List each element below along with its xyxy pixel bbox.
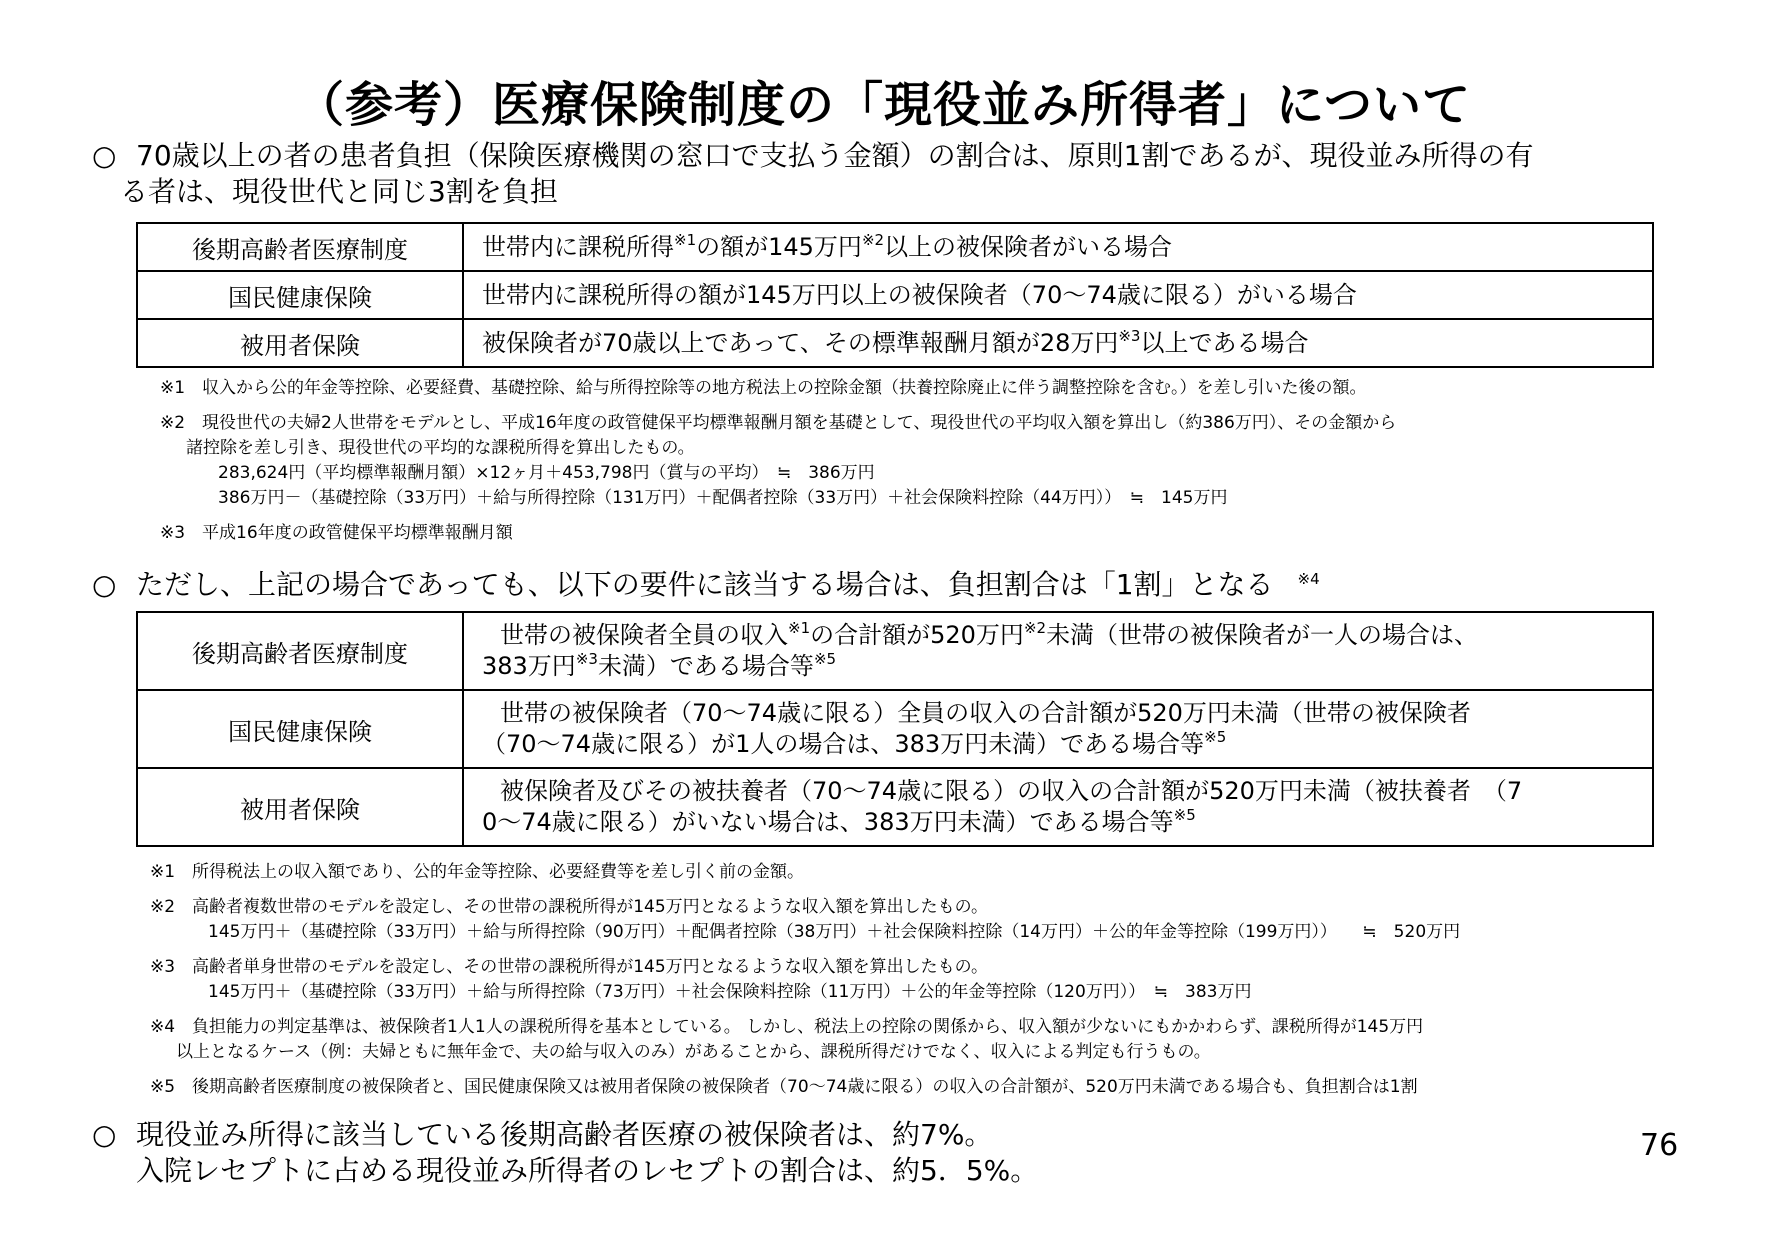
page-number: 76 xyxy=(1640,1128,1679,1163)
footnote: 諸控除を差し引き、現役世代の平均的な課税所得を算出したもの。 xyxy=(186,438,695,458)
footnote: ※5 後期高齢者医療制度の被保険者と、国民健康保険又は被用者保険の被保険者（70～74歳に限る）の収入の合計額が、520万円未満である場合も、負担割合は1割 xyxy=(150,1077,1418,1097)
footnote: ※2 現役世代の夫婦2人世帯をモデルとし、平成16年度の政管健保平均標準報酬月額を基礎として、現役世代の平均収入額を算出し（約386万円）、その金額から xyxy=(160,413,1397,433)
bullet-1-line-1: 70歳以上の者の患者負担（保険医療機関の窓口で支払う金額）の割合は、原則1割であるが、現役並み所得の有 xyxy=(136,139,1534,172)
bullet-mark: ○ xyxy=(92,139,117,172)
bullet-2-footnote-ref: ※4 xyxy=(1297,570,1320,588)
row-label: 後期高齢者医療制度 xyxy=(137,612,463,690)
high-income-criteria-table xyxy=(136,222,1654,368)
bullet-mark: ○ xyxy=(92,1118,117,1151)
table-1-footnotes xyxy=(160,376,1396,546)
footnote: 283,624円（平均標準報酬月額）×12ヶ月＋453,798円（賞与の平均） ≒ 386万円 xyxy=(218,463,875,483)
table-row xyxy=(137,223,1653,271)
row-description: 被保険者及びその被扶養者（70～74歳に限る）の収入の合計額が520万円未満（被扶養者 （7 0～74歳に限る）がいない場合は、383万円未満）である場合等$^{※5}$ xyxy=(463,768,1653,846)
table-row xyxy=(137,612,1653,690)
table-row xyxy=(137,768,1653,846)
page-title: （参考）医療保険制度の「現役並み所得者」について xyxy=(295,77,1472,133)
bullet-3 xyxy=(92,1117,1038,1189)
bullet-mark: ○ xyxy=(92,568,117,601)
row-label: 国民健康保険 xyxy=(137,271,463,319)
footnote: ※2 高齢者複数世帯のモデルを設定し、その世帯の課税所得が145万円となるような収入額を算出したもの。 xyxy=(150,897,988,917)
table-row xyxy=(137,690,1653,768)
bullet-2 xyxy=(92,567,1320,603)
bullet-1-line-2: る者は、現役世代と同じ3割を負担 xyxy=(120,175,558,208)
row-description: 世帯の被保険者（70～74歳に限る）全員の収入の合計額が520万円未満（世帯の被保険者 （70～74歳に限る）が1人の場合は、383万円未満）である場合等$^{※5}$ xyxy=(463,690,1653,768)
row-label: 国民健康保険 xyxy=(137,690,463,768)
footnote: 145万円＋（基礎控除（33万円）＋給与所得控除（73万円）＋社会保険料控除（11万円）＋公的年金等控除（120万円）） ≒ 383万円 xyxy=(208,982,1252,1002)
row-label: 後期高齢者医療制度 xyxy=(137,223,463,271)
footnote: ※1 収入から公的年金等控除、必要経費、基礎控除、給与所得控除等の地方税法上の控除金額（扶養控除廃止に伴う調整控除を含む。）を差し引いた後の額。 xyxy=(160,378,1367,398)
footnote: ※1 所得税法上の収入額であり、公的年金等控除、必要経費等を差し引く前の金額。 xyxy=(150,862,805,882)
footnote: 以上となるケース（例：夫婦ともに無年金で、夫の給与収入のみ）があることから、課税所得だけでなく、収入による判定も行うもの。 xyxy=(176,1042,1211,1062)
footnote: ※3 高齢者単身世帯のモデルを設定し、その世帯の課税所得が145万円となるような収入額を算出したもの。 xyxy=(150,957,988,977)
row-description: 世帯の被保険者全員の収入$^{※1}$の合計額が520万円$^{※2}$未満（世帯の被保険者が一人の場合は、 383万円$^{※3}$未満）である場合等$^{※5}$ xyxy=(463,612,1653,690)
bullet-3-line-2: 入院レセプトに占める現役並み所得者のレセプトの割合は、約5．5%。 xyxy=(136,1154,1039,1187)
table-row xyxy=(137,271,1653,319)
footnote: ※3 平成16年度の政管健保平均標準報酬月額 xyxy=(160,523,513,543)
row-description: 被保険者が70歳以上であって、その標準報酬月額が28万円$^{※3}$以上である場合 xyxy=(463,319,1653,367)
exception-criteria-table xyxy=(136,611,1654,847)
table-2-footnotes xyxy=(150,860,1460,1100)
row-description: 世帯内に課税所得$^{※1}$の額が145万円$^{※2}$以上の被保険者がいる場合 xyxy=(463,223,1653,271)
footnote: 386万円－（基礎控除（33万円）＋給与所得控除（131万円）＋配偶者控除（33万円）＋社会保険料控除（44万円）） ≒ 145万円 xyxy=(218,488,1228,508)
row-label: 被用者保険 xyxy=(137,768,463,846)
footnote: ※4 負担能力の判定基準は、被保険者1人1人の課税所得を基本としている。 しかし、税法上の控除の関係から、収入額が少ないにもかかわらず、課税所得が145万円 xyxy=(150,1017,1424,1037)
footnote: 145万円＋（基礎控除（33万円）＋給与所得控除（90万円）＋配偶者控除（38万円）＋社会保険料控除（14万円）＋公的年金等控除（199万円）） ≒ 520万円 xyxy=(208,922,1461,942)
table-row xyxy=(137,319,1653,367)
row-label: 被用者保険 xyxy=(137,319,463,367)
bullet-3-line-1: 現役並み所得に該当している後期高齢者医療の被保険者は、約7%。 xyxy=(136,1118,993,1151)
bullet-1 xyxy=(92,138,1533,210)
bullet-2-text: ただし、上記の場合であっても、以下の要件に該当する場合は、負担割合は「1割」となる xyxy=(136,568,1274,601)
row-description: 世帯内に課税所得の額が145万円以上の被保険者（70～74歳に限る）がいる場合 xyxy=(463,271,1653,319)
